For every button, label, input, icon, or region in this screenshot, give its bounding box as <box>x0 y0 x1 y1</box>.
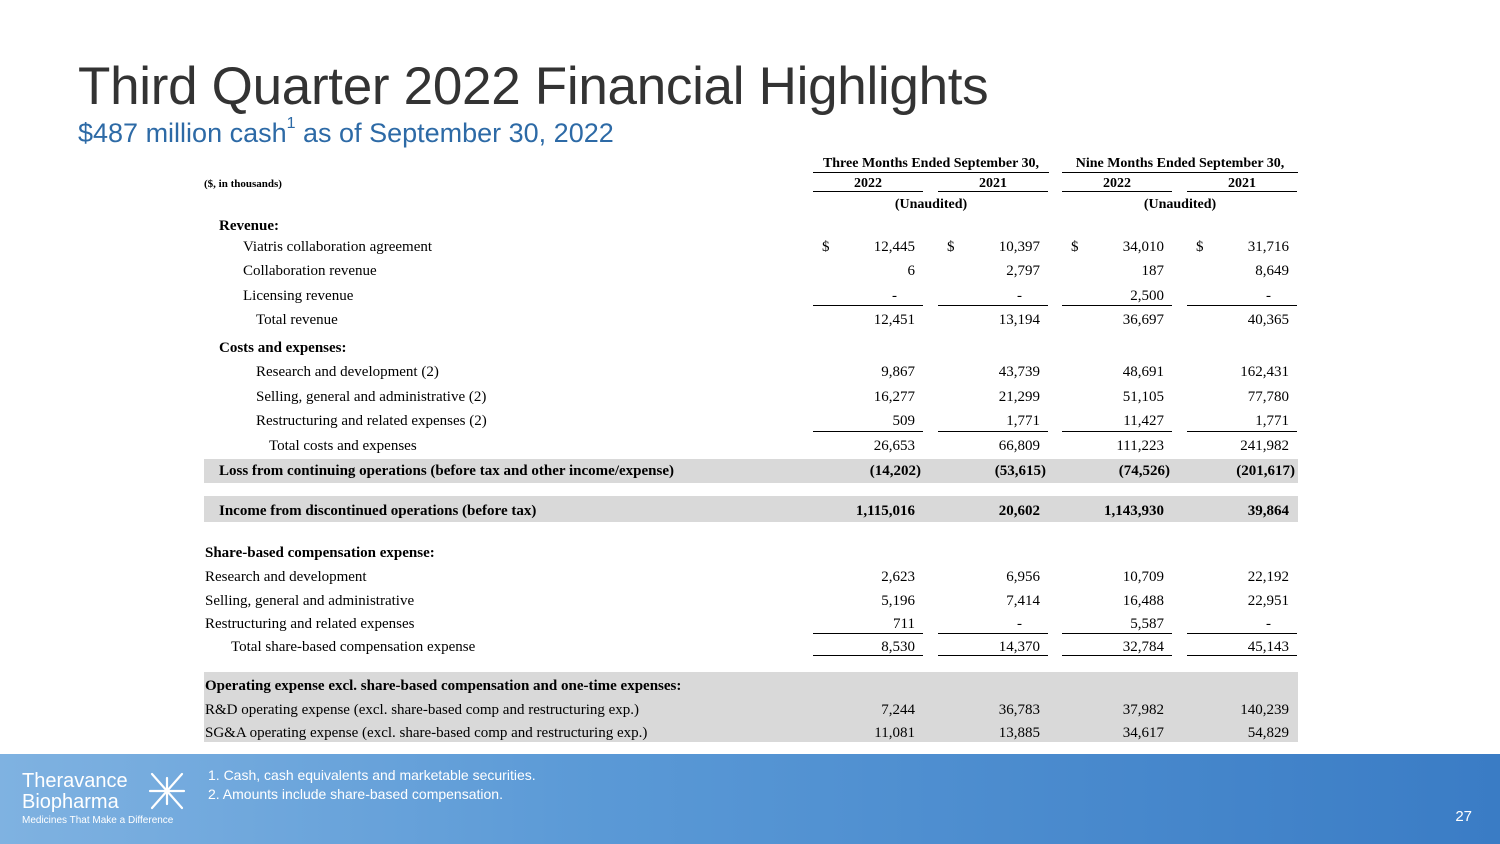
total-label: Total revenue <box>256 312 338 328</box>
costs-header: Costs and expenses: <box>219 340 347 356</box>
group-header-three-months: Three Months Ended September 30, <box>822 156 1040 171</box>
cell-value: 14,370 <box>998 639 1040 655</box>
row-label: Collaboration revenue <box>243 263 377 279</box>
cell-value: 16,488 <box>1122 593 1164 609</box>
subtitle-prefix: $487 million cash <box>78 118 287 148</box>
subtotal-underline <box>813 431 923 432</box>
cell-value: 1,771 <box>1006 413 1040 429</box>
year-header: 2021 <box>1228 176 1256 191</box>
subtotal-underline <box>813 633 923 634</box>
group-header-underline <box>813 172 1049 173</box>
cell-value: - <box>892 288 897 304</box>
cell-value: 48,691 <box>1122 364 1164 380</box>
cell-value: 5,587 <box>1130 616 1164 632</box>
subtotal-underline <box>1062 431 1172 432</box>
cell-value: 36,783 <box>998 702 1040 718</box>
subtitle-footnote-ref: 1 <box>286 115 296 132</box>
cell-value: - <box>1266 288 1271 304</box>
cell-value: 40,365 <box>1247 312 1289 328</box>
row-label: Restructuring and related expenses <box>205 616 415 632</box>
footer-bar <box>0 754 1500 844</box>
row-label: SG&A operating expense (excl. share-based comp and restructuring exp.) <box>205 725 648 741</box>
opex-header: Operating expense excl. share-based compensation and one-time expenses: <box>205 678 682 694</box>
subtotal-underline <box>1187 633 1297 634</box>
cell-value: 21,299 <box>998 389 1040 405</box>
row-label: Restructuring and related expenses (2) <box>256 413 487 429</box>
row-label: Research and development <box>205 569 367 585</box>
cell-value: 22,951 <box>1247 593 1289 609</box>
unaudited-label: (Unaudited) <box>1143 197 1217 212</box>
cell-value: 10,709 <box>1122 569 1164 585</box>
cell-value: - <box>1017 616 1022 632</box>
cell-value: 66,809 <box>998 438 1040 454</box>
total-label: Total share-based compensation expense <box>231 639 476 655</box>
cell-value: 11,427 <box>1123 413 1164 429</box>
total-label: Total costs and expenses <box>269 438 417 454</box>
cell-value: (201,617) <box>1236 463 1295 479</box>
year-header: 2022 <box>854 176 882 191</box>
cell-value: 26,653 <box>873 438 915 454</box>
cell-value: 37,982 <box>1122 702 1164 718</box>
logo-line1: Theravance <box>22 770 128 792</box>
currency-symbol: $ <box>947 239 955 255</box>
cell-value: 36,697 <box>1122 312 1164 328</box>
cell-value: 13,194 <box>998 312 1040 328</box>
row-label: Selling, general and administrative <box>205 593 415 609</box>
cell-value: 162,431 <box>1240 364 1289 380</box>
cell-value: 8,649 <box>1255 263 1289 279</box>
row-label: Viatris collaboration agreement <box>243 239 433 255</box>
loss-label: Loss from continuing operations (before tax and other income/expense) <box>219 463 674 479</box>
year-underline <box>813 191 923 192</box>
cell-value: 711 <box>893 616 915 632</box>
row-label: R&D operating expense (excl. share-based comp and restructuring exp.) <box>205 702 640 718</box>
row-label: Research and development (2) <box>256 364 439 380</box>
subtotal-underline <box>1187 431 1297 432</box>
subtitle-suffix: as of September 30, 2022 <box>295 118 614 148</box>
cell-value: 1,143,930 <box>1104 503 1164 519</box>
cell-value: 13,885 <box>998 725 1040 741</box>
cell-value: 241,982 <box>1240 438 1289 454</box>
slide-title: Third Quarter 2022 Financial Highlights <box>78 57 989 116</box>
cell-value: 187 <box>1141 263 1164 279</box>
total-underline <box>813 655 923 656</box>
cell-value: 77,780 <box>1247 389 1289 405</box>
page-number: 27 <box>1455 808 1472 825</box>
year-header: 2022 <box>1103 176 1131 191</box>
cell-value: (74,526) <box>1118 463 1170 479</box>
cell-value: 20,602 <box>998 503 1040 519</box>
logo-tagline: Medicines That Make a Difference <box>22 815 174 826</box>
cell-value: 1,115,016 <box>855 503 915 519</box>
currency-symbol: $ <box>1071 239 1079 255</box>
year-underline <box>938 191 1048 192</box>
year-underline <box>1062 191 1172 192</box>
cell-value: 7,244 <box>881 702 915 718</box>
cell-value: 8,530 <box>881 639 915 655</box>
subtotal-underline <box>938 305 1048 306</box>
row-label: Selling, general and administrative (2) <box>256 389 487 405</box>
sbc-header: Share-based compensation expense: <box>205 545 435 561</box>
total-underline <box>1062 655 1172 656</box>
cell-value: (53,615) <box>994 463 1046 479</box>
cell-value: 32,784 <box>1122 639 1164 655</box>
currency-symbol: $ <box>822 239 830 255</box>
revenue-header: Revenue: <box>219 218 279 234</box>
cell-value: 9,867 <box>881 364 915 380</box>
cell-value: 31,716 <box>1247 239 1289 255</box>
cell-value: 2,500 <box>1130 288 1164 304</box>
cell-value: 111,223 <box>1116 438 1164 454</box>
units-label: ($, in thousands) <box>204 178 282 190</box>
cell-value: 45,143 <box>1247 639 1289 655</box>
cell-value: 51,105 <box>1122 389 1164 405</box>
cell-value: - <box>1017 288 1022 304</box>
cell-value: 12,445 <box>873 239 915 255</box>
cell-value: 43,739 <box>998 364 1040 380</box>
income-label: Income from discontinued operations (before tax) <box>219 503 537 519</box>
cell-value: (14,202) <box>869 463 921 479</box>
cell-value: 7,414 <box>1006 593 1040 609</box>
cell-value: 6,956 <box>1006 569 1040 585</box>
cell-value: 39,864 <box>1247 503 1289 519</box>
subtotal-underline <box>1062 633 1172 634</box>
cell-value: 54,829 <box>1247 725 1289 741</box>
unaudited-label: (Unaudited) <box>894 197 968 212</box>
cell-value: 16,277 <box>873 389 915 405</box>
subtotal-underline <box>938 633 1048 634</box>
cell-value: - <box>1266 616 1271 632</box>
cell-value: 22,192 <box>1247 569 1289 585</box>
subtotal-underline <box>813 305 923 306</box>
cell-value: 1,771 <box>1255 413 1289 429</box>
cell-value: 34,617 <box>1122 725 1164 741</box>
total-underline <box>938 655 1048 656</box>
cell-value: 12,451 <box>873 312 915 328</box>
cell-value: 509 <box>892 413 915 429</box>
currency-symbol: $ <box>1196 239 1204 255</box>
footnote: 1. Cash, cash equivalents and marketable securities. <box>208 767 536 783</box>
group-header-underline <box>1062 172 1298 173</box>
cell-value: 10,397 <box>998 239 1040 255</box>
cell-value: 5,196 <box>881 593 915 609</box>
cell-value: 34,010 <box>1122 239 1164 255</box>
group-header-nine-months: Nine Months Ended September 30, <box>1075 156 1285 171</box>
cell-value: 6 <box>907 263 915 279</box>
row-label: Licensing revenue <box>243 288 354 304</box>
cell-value: 2,797 <box>1006 263 1040 279</box>
logo-line2: Biopharma <box>22 791 119 813</box>
cell-value: 140,239 <box>1240 702 1289 718</box>
subtotal-underline <box>938 431 1048 432</box>
footnote: 2. Amounts include share-based compensation. <box>208 786 503 802</box>
year-underline <box>1187 191 1297 192</box>
subtotal-underline <box>1187 305 1297 306</box>
year-header: 2021 <box>979 176 1007 191</box>
cell-value: 2,623 <box>881 569 915 585</box>
subtotal-underline <box>1062 305 1172 306</box>
cell-value: 11,081 <box>874 725 915 741</box>
star-logo-icon <box>146 770 188 812</box>
total-underline <box>1187 655 1297 656</box>
